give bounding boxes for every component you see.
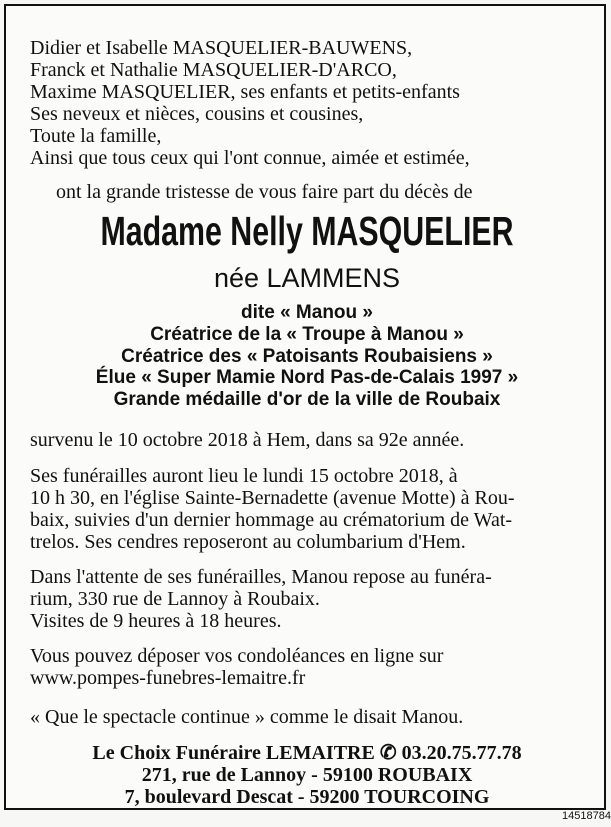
funeral-line: 10 h 30, en l'église Sainte-Bernadette (avenue Motte) à Rou- <box>30 487 515 509</box>
funeral-line: baix, suivies d'un dernier hommage au crématorium de Wat- <box>30 509 513 531</box>
family-line: Didier et Isabelle MASQUELIER-BAUWENS, <box>30 37 413 59</box>
obituary-frame <box>4 4 606 810</box>
quote-line: « Que le spectacle continue » comme le disait Manou. <box>30 706 464 728</box>
funeral-home-address: 7, boulevard Descat - 59200 TOURCOING <box>124 786 490 808</box>
title-line: Créatrice de la « Troupe à Manou » <box>150 324 464 345</box>
death-line: survenu le 10 octobre 2018 à Hem, dans sa 92e année. <box>30 429 465 451</box>
visitation-line: rium, 330 rue de Lannoy à Roubaix. <box>30 588 320 610</box>
condolences-url[interactable]: www.pompes-funebres-lemaitre.fr <box>30 667 306 689</box>
title-line: Élue « Super Mamie Nord Pas-de-Calais 1997 » <box>95 367 519 388</box>
announcement-text: ont la grande tristesse de vous faire part du décès de <box>56 181 473 203</box>
funeral-home-phone: Le Choix Funéraire LEMAITRE ✆ 03.20.75.77.78 <box>92 742 522 764</box>
family-line: Franck et Nathalie MASQUELIER-D'ARCO, <box>30 59 397 81</box>
condolences-line: Vous pouvez déposer vos condoléances en ligne sur <box>30 645 444 667</box>
maiden-name: née LAMMENS <box>213 263 401 293</box>
visitation-line: Visites de 9 heures à 18 heures. <box>30 610 282 632</box>
funeral-line: trelos. Ses cendres reposeront au columbarium d'Hem. <box>30 531 466 553</box>
deceased-name: Madame Nelly MASQUELIER <box>100 208 514 254</box>
family-line: Toute la famille, <box>30 125 162 147</box>
visitation-line: Dans l'attente de ses funérailles, Manou repose au funéra- <box>30 566 492 588</box>
family-line: Ainsi que tous ceux qui l'ont connue, aimée et estimée, <box>30 147 470 169</box>
family-line: Ses neveux et nièces, cousins et cousines, <box>30 103 364 125</box>
title-line: Grande médaille d'or de la ville de Roubaix <box>113 389 501 410</box>
family-line: Maxime MASQUELIER, ses enfants et petits-enfants <box>30 81 460 103</box>
funeral-line: Ses funérailles auront lieu le lundi 15 octobre 2018, à <box>30 465 458 487</box>
funeral-home-address: 271, rue de Lannoy - 59100 ROUBAIX <box>141 764 473 786</box>
reference-number: 14518784 <box>562 810 611 822</box>
title-line: dite « Manou » <box>241 302 373 323</box>
title-line: Créatrice des « Patoisants Roubaisiens » <box>121 346 493 367</box>
